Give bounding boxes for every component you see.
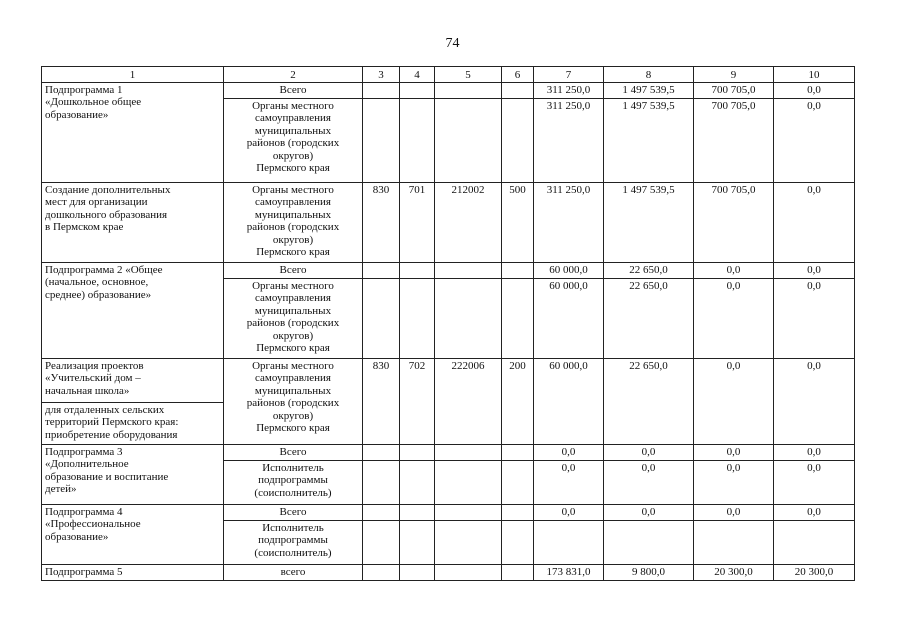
amount-cell: 0,0	[604, 445, 694, 461]
header-cell: 10	[774, 67, 855, 83]
executor-cell: Органы местного самоуправления муниципальных районов (городских округов) Пермского края	[224, 99, 363, 183]
amount-cell: 311 250,0	[534, 99, 604, 183]
table-row	[42, 445, 855, 461]
program-name-cell: Подпрограмма 1 «Дошкольное общее образование»	[42, 83, 224, 183]
program-name-cell: Подпрограмма 4 «Профессиональное образование»	[42, 505, 224, 565]
header-row	[42, 67, 855, 83]
amount-cell: 0,0	[774, 505, 855, 521]
header-cell: 6	[502, 67, 534, 83]
executor-cell: Органы местного самоуправления муниципальных районов (городских округов) Пермского края	[224, 359, 363, 445]
executor-cell: Всего	[224, 83, 363, 99]
activity-name-continued-cell: для отдаленных сельских территорий Пермского края: приобретение оборудования	[42, 403, 224, 445]
header-cell: 1	[42, 67, 224, 83]
amount-cell: 1 497 539,5	[604, 83, 694, 99]
amount-cell: 0,0	[694, 445, 774, 461]
amount-cell: 311 250,0	[534, 183, 604, 263]
table-row	[42, 83, 855, 99]
header-cell: 4	[400, 67, 435, 83]
amount-cell: 0,0	[694, 279, 774, 359]
header-cell: 9	[694, 67, 774, 83]
amount-cell: 0,0	[694, 505, 774, 521]
page-number: 74	[445, 36, 460, 51]
amount-cell: 0,0	[774, 263, 855, 279]
table-row	[42, 359, 855, 403]
program-name-cell: Подпрограмма 2 «Общее (начальное, основное, среднее) образование»	[42, 263, 224, 359]
amount-cell: 1 497 539,5	[604, 99, 694, 183]
code-cell: 212002	[435, 183, 502, 263]
amount-cell: 0,0	[694, 461, 774, 505]
code-cell: 500	[502, 183, 534, 263]
amount-cell: 20 300,0	[774, 565, 855, 581]
amount-cell: 0,0	[534, 445, 604, 461]
amount-cell: 20 300,0	[694, 565, 774, 581]
table-row	[42, 183, 855, 263]
program-name-cell: Подпрограмма 3 «Дополнительное образование и воспитание детей»	[42, 445, 224, 505]
amount-cell: 311 250,0	[534, 83, 604, 99]
activity-name-cell: Создание дополнительных мест для организации дошкольного образования в Пермском крае	[42, 183, 224, 263]
executor-cell: Всего	[224, 263, 363, 279]
amount-cell: 0,0	[774, 279, 855, 359]
code-cell: 830	[363, 359, 400, 445]
executor-cell: всего	[224, 565, 363, 581]
amount-cell: 700 705,0	[694, 183, 774, 263]
amount-cell: 0,0	[774, 359, 855, 445]
amount-cell: 9 800,0	[604, 565, 694, 581]
header-cell: 5	[435, 67, 502, 83]
amount-cell: 700 705,0	[694, 83, 774, 99]
amount-cell: 0,0	[774, 183, 855, 263]
activity-name-cell: Реализация проектов «Учительский дом – начальная школа»	[42, 359, 224, 403]
amount-cell: 173 831,0	[534, 565, 604, 581]
code-cell: 702	[400, 359, 435, 445]
header-cell: 7	[534, 67, 604, 83]
table-row	[42, 263, 855, 279]
program-name-cell: Подпрограмма 5	[42, 565, 224, 581]
header-cell: 2	[224, 67, 363, 83]
amount-cell: 0,0	[534, 505, 604, 521]
executor-cell: Всего	[224, 445, 363, 461]
amount-cell: 0,0	[604, 461, 694, 505]
budget-table	[41, 66, 855, 581]
amount-cell: 22 650,0	[604, 279, 694, 359]
amount-cell: 0,0	[694, 263, 774, 279]
amount-cell: 0,0	[774, 83, 855, 99]
code-cell: 701	[400, 183, 435, 263]
amount-cell: 60 000,0	[534, 359, 604, 445]
amount-cell: 0,0	[604, 505, 694, 521]
amount-cell: 0,0	[774, 445, 855, 461]
executor-cell: Органы местного самоуправления муниципальных районов (городских округов) Пермского края	[224, 183, 363, 263]
executor-cell: Исполнитель подпрограммы (соисполнитель)	[224, 461, 363, 505]
executor-cell: Исполнитель подпрограммы (соисполнитель)	[224, 521, 363, 565]
executor-cell: Всего	[224, 505, 363, 521]
amount-cell: 60 000,0	[534, 279, 604, 359]
amount-cell: 0,0	[694, 359, 774, 445]
code-cell: 200	[502, 359, 534, 445]
amount-cell: 22 650,0	[604, 263, 694, 279]
amount-cell: 1 497 539,5	[604, 183, 694, 263]
amount-cell: 0,0	[774, 461, 855, 505]
code-cell: 222006	[435, 359, 502, 445]
amount-cell: 700 705,0	[694, 99, 774, 183]
amount-cell: 0,0	[534, 461, 604, 505]
amount-cell: 22 650,0	[604, 359, 694, 445]
executor-cell: Органы местного самоуправления муниципальных районов (городских округов) Пермского края	[224, 279, 363, 359]
header-cell: 8	[604, 67, 694, 83]
code-cell: 830	[363, 183, 400, 263]
header-cell: 3	[363, 67, 400, 83]
table-row	[42, 565, 855, 581]
amount-cell: 60 000,0	[534, 263, 604, 279]
amount-cell: 0,0	[774, 99, 855, 183]
table-row	[42, 505, 855, 521]
